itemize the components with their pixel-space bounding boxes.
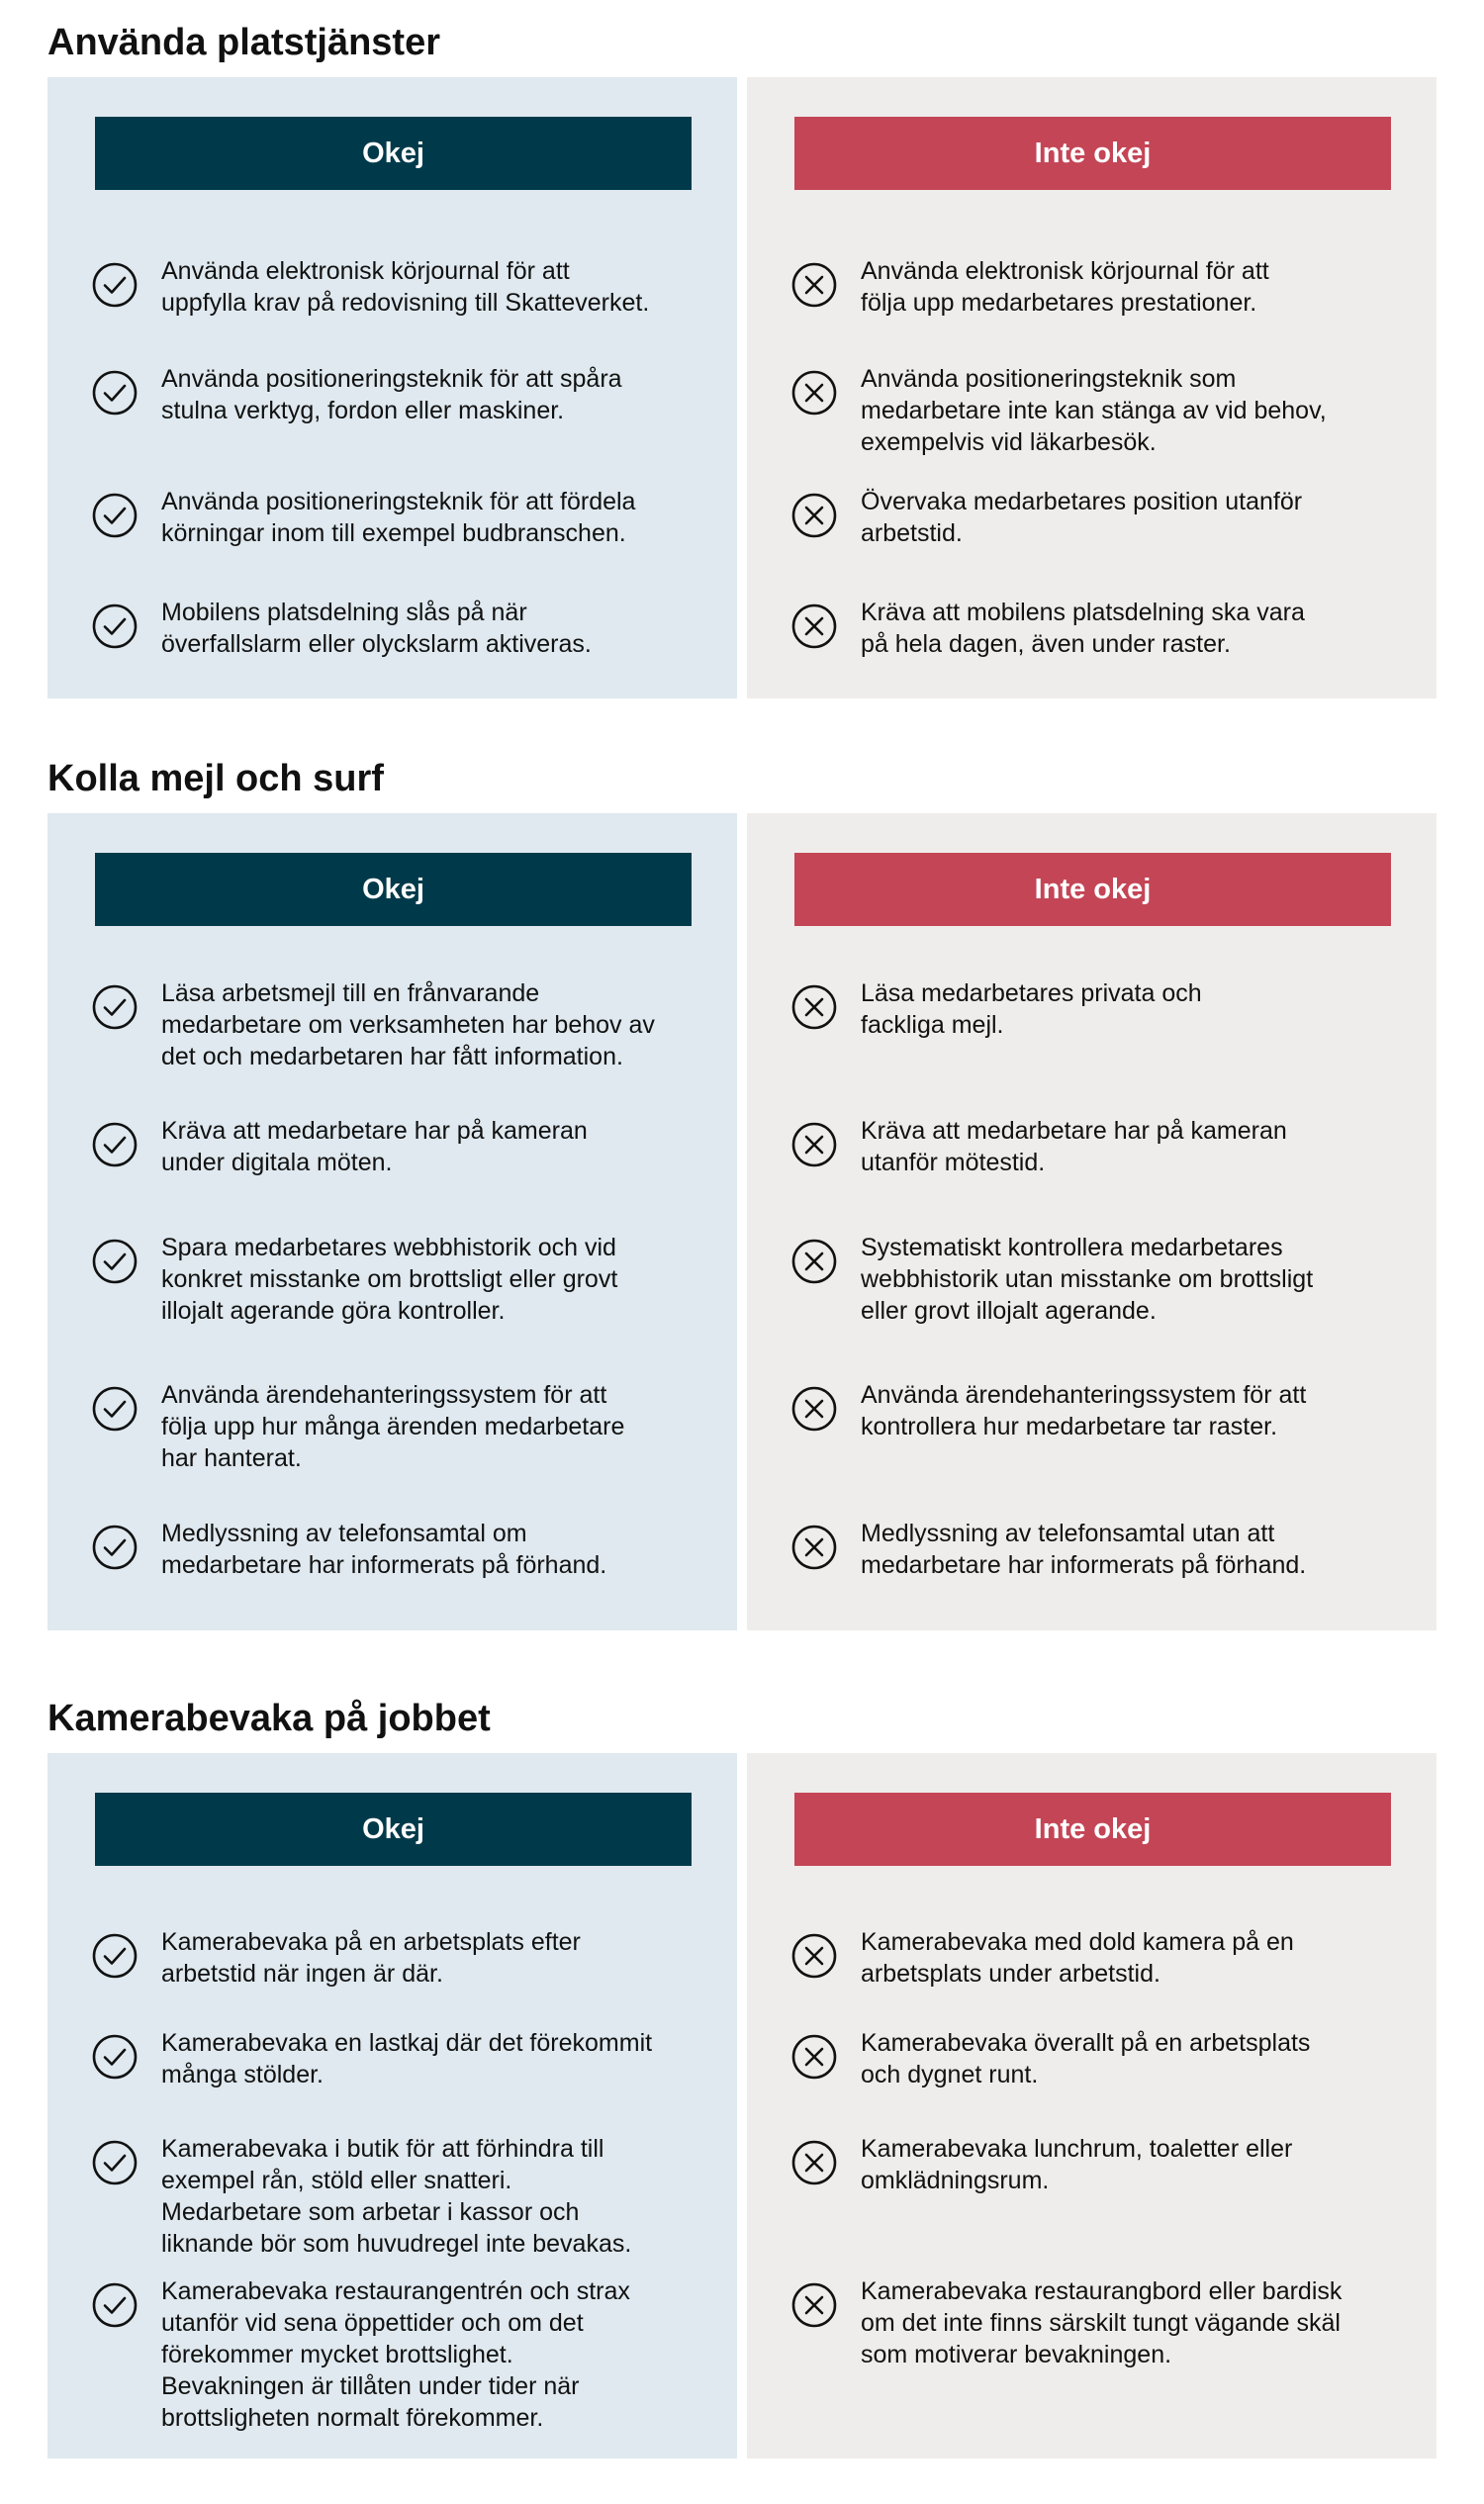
section-title: Kolla mejl och surf bbox=[47, 758, 384, 799]
ok-header: Okej bbox=[95, 1793, 692, 1866]
x-circle-icon bbox=[790, 983, 838, 1031]
ok-header: Okej bbox=[95, 117, 692, 190]
item-text: Läsa arbetsmejl till en frånvarande medarbetare om verksamheten har behov av det och medarbetaren har fått information. bbox=[161, 979, 655, 1070]
item-text: Använda elektronisk körjournal för att följa upp medarbetares prestationer. bbox=[861, 257, 1269, 317]
check-circle-icon bbox=[91, 1238, 139, 1285]
ok-panel bbox=[47, 813, 737, 1630]
item-text: Kräva att medarbetare har på kameran under digitala möten. bbox=[161, 1117, 588, 1176]
section-title: Använda platstjänster bbox=[47, 22, 440, 63]
item-text: Använda positioneringsteknik för att fördela körningar inom till exempel budbranschen. bbox=[161, 488, 636, 547]
item-text: Kamerabevaka överallt på en arbetsplats och dygnet runt. bbox=[861, 2029, 1311, 2088]
check-circle-icon bbox=[91, 492, 139, 539]
check-circle-icon bbox=[91, 2281, 139, 2329]
check-circle-icon bbox=[91, 1385, 139, 1433]
item-text: Kräva att medarbetare har på kameran utanför mötestid. bbox=[861, 1117, 1287, 1176]
check-circle-icon bbox=[91, 1524, 139, 1571]
x-circle-icon bbox=[790, 1121, 838, 1168]
section-title: Kamerabevaka på jobbet bbox=[47, 1698, 491, 1739]
check-circle-icon bbox=[91, 2139, 139, 2186]
not-ok-panel bbox=[747, 813, 1437, 1630]
check-circle-icon bbox=[91, 2033, 139, 2081]
check-circle-icon bbox=[91, 983, 139, 1031]
item-text: Systematiskt kontrollera medarbetares webbhistorik utan misstanke om brottsligt eller grovt illojalt agerande. bbox=[861, 1234, 1314, 1325]
not-ok-panel bbox=[747, 77, 1437, 698]
item-text: Mobilens platsdelning slås på när överfallslarm eller olyckslarm aktiveras. bbox=[161, 599, 592, 658]
item-text: Kamerabevaka i butik för att förhindra till exempel rån, stöld eller snatteri. Medarbetare som arbetar i kassor och liknande bör som huvudregel inte bevakas. bbox=[161, 2135, 632, 2258]
x-circle-icon bbox=[790, 1932, 838, 1980]
check-circle-icon bbox=[91, 1121, 139, 1168]
item-text: Använda ärendehanteringssystem för att kontrollera hur medarbetare tar raster. bbox=[861, 1381, 1307, 1440]
not-ok-panel bbox=[747, 1753, 1437, 2458]
item-text: Använda elektronisk körjournal för att uppfylla krav på redovisning till Skatteverket. bbox=[161, 257, 650, 317]
check-circle-icon bbox=[91, 603, 139, 650]
x-circle-icon bbox=[790, 603, 838, 650]
item-text: Kamerabevaka på en arbetsplats efter arbetstid när ingen är där. bbox=[161, 1928, 581, 1988]
item-text: Spara medarbetares webbhistorik och vid konkret misstanke om brottsligt eller grovt illojalt agerande göra kontroller. bbox=[161, 1234, 618, 1325]
item-text: Övervaka medarbetares position utanför arbetstid. bbox=[861, 488, 1303, 547]
item-text: Använda positioneringsteknik som medarbetare inte kan stänga av vid behov, exempelvis vid läkarbesök. bbox=[861, 365, 1327, 456]
x-circle-icon bbox=[790, 1524, 838, 1571]
item-text: Använda ärendehanteringssystem för att följa upp hur många ärenden medarbetare har hanterat. bbox=[161, 1381, 625, 1472]
item-text: Använda positioneringsteknik för att spåra stulna verktyg, fordon eller maskiner. bbox=[161, 365, 622, 424]
check-circle-icon bbox=[91, 369, 139, 417]
item-text: Medlyssning av telefonsamtal om medarbetare har informerats på förhand. bbox=[161, 1520, 607, 1579]
x-circle-icon bbox=[790, 369, 838, 417]
x-circle-icon bbox=[790, 261, 838, 309]
check-circle-icon bbox=[91, 1932, 139, 1980]
x-circle-icon bbox=[790, 492, 838, 539]
not-ok-header: Inte okej bbox=[794, 1793, 1391, 1866]
item-text: Kamerabevaka restaurangentrén och strax utanför vid sena öppettider och om det förekommer mycket brottslighet. Bevakningen är tillåten under tider när brottsligheten normalt förekommer. bbox=[161, 2277, 630, 2432]
check-circle-icon bbox=[91, 261, 139, 309]
x-circle-icon bbox=[790, 1385, 838, 1433]
item-text: Kamerabevaka med dold kamera på en arbetsplats under arbetstid. bbox=[861, 1928, 1294, 1988]
ok-header: Okej bbox=[95, 853, 692, 926]
x-circle-icon bbox=[790, 2033, 838, 2081]
x-circle-icon bbox=[790, 2281, 838, 2329]
x-circle-icon bbox=[790, 2139, 838, 2186]
not-ok-header: Inte okej bbox=[794, 853, 1391, 926]
item-text: Läsa medarbetares privata och fackliga mejl. bbox=[861, 979, 1202, 1039]
x-circle-icon bbox=[790, 1238, 838, 1285]
ok-panel bbox=[47, 77, 737, 698]
ok-panel bbox=[47, 1753, 737, 2458]
item-text: Medlyssning av telefonsamtal utan att medarbetare har informerats på förhand. bbox=[861, 1520, 1307, 1579]
not-ok-header: Inte okej bbox=[794, 117, 1391, 190]
item-text: Kamerabevaka en lastkaj där det förekommit många stölder. bbox=[161, 2029, 653, 2088]
item-text: Kamerabevaka lunchrum, toaletter eller omklädningsrum. bbox=[861, 2135, 1293, 2194]
item-text: Kräva att mobilens platsdelning ska vara på hela dagen, även under raster. bbox=[861, 599, 1305, 658]
item-text: Kamerabevaka restaurangbord eller bardisk om det inte finns särskilt tungt vägande skäl som motiverar bevakningen. bbox=[861, 2277, 1343, 2368]
